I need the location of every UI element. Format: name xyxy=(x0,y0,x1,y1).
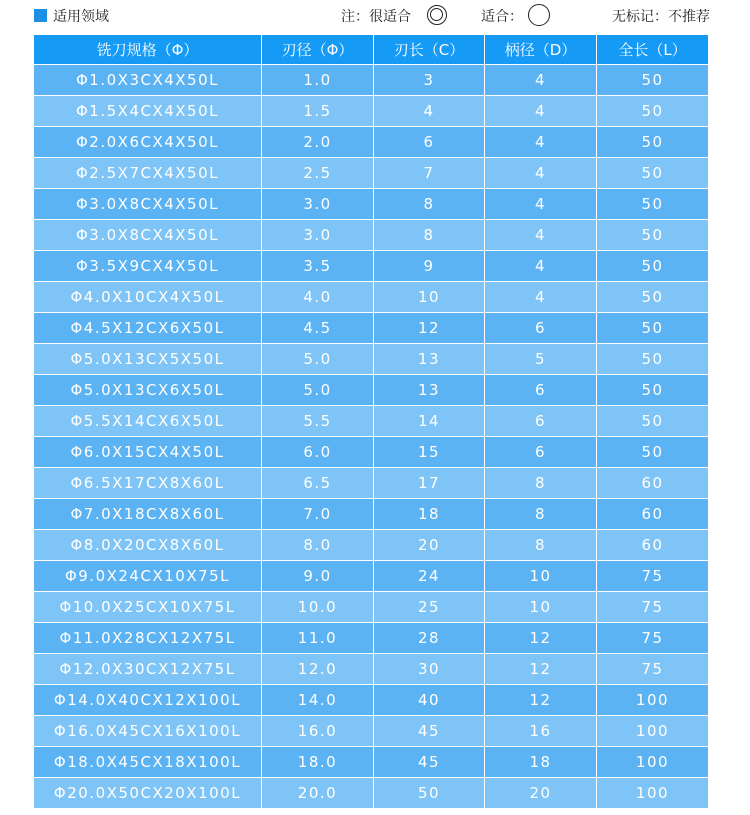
table-row xyxy=(34,778,708,808)
cell-blade-diameter: 16.0 xyxy=(262,716,373,746)
cell-blade-diameter: 7.0 xyxy=(262,499,373,529)
table-row xyxy=(34,344,708,374)
cell-spec: Φ6.0X15CX4X50L xyxy=(34,437,261,467)
cell-total-length: 50 xyxy=(597,375,708,405)
cell-shank-diameter: 8 xyxy=(485,530,596,560)
cell-spec: Φ12.0X30CX12X75L xyxy=(34,654,261,684)
cell-blade-diameter: 4.0 xyxy=(262,282,373,312)
cell-blade-length: 12 xyxy=(374,313,484,343)
cell-blade-length: 50 xyxy=(374,778,484,808)
cell-shank-diameter: 4 xyxy=(485,251,596,281)
table-row xyxy=(34,685,708,715)
cell-spec: Φ10.0X25CX10X75L xyxy=(34,592,261,622)
cell-blade-length: 15 xyxy=(374,437,484,467)
cell-shank-diameter: 5 xyxy=(485,344,596,374)
table-row xyxy=(34,437,708,467)
cell-blade-length: 30 xyxy=(374,654,484,684)
cell-blade-length: 9 xyxy=(374,251,484,281)
cell-blade-diameter: 5.0 xyxy=(262,375,373,405)
header-bar xyxy=(0,0,750,34)
cell-blade-diameter: 5.5 xyxy=(262,406,373,436)
cell-blade-length: 4 xyxy=(374,96,484,126)
cell-shank-diameter: 6 xyxy=(485,313,596,343)
column-header-blade-length: 刃长（C） xyxy=(374,35,484,64)
cell-shank-diameter: 4 xyxy=(485,189,596,219)
cell-total-length: 50 xyxy=(597,220,708,250)
cell-shank-diameter: 6 xyxy=(485,406,596,436)
cell-blade-length: 14 xyxy=(374,406,484,436)
cell-spec: Φ11.0X28CX12X75L xyxy=(34,623,261,653)
cell-spec: Φ4.0X10CX4X50L xyxy=(34,282,261,312)
cell-spec: Φ4.5X12CX6X50L xyxy=(34,313,261,343)
cell-spec: Φ20.0X50CX20X100L xyxy=(34,778,261,808)
cell-spec: Φ18.0X45CX18X100L xyxy=(34,747,261,777)
cell-total-length: 50 xyxy=(597,65,708,95)
cell-total-length: 50 xyxy=(597,406,708,436)
double-circle-icon xyxy=(427,5,447,25)
single-circle-icon xyxy=(528,4,550,26)
cell-blade-diameter: 18.0 xyxy=(262,747,373,777)
cell-shank-diameter: 12 xyxy=(485,623,596,653)
cell-spec: Φ5.0X13CX5X50L xyxy=(34,344,261,374)
table-body xyxy=(34,65,708,808)
column-header-total-length: 全长（L） xyxy=(597,35,708,64)
cell-blade-length: 7 xyxy=(374,158,484,188)
table-row xyxy=(34,530,708,560)
cell-total-length: 75 xyxy=(597,561,708,591)
cell-blade-diameter: 3.5 xyxy=(262,251,373,281)
cell-blade-diameter: 1.5 xyxy=(262,96,373,126)
column-header-spec: 铣刀规格（Φ） xyxy=(34,35,261,64)
cell-total-length: 50 xyxy=(597,96,708,126)
cell-total-length: 100 xyxy=(597,685,708,715)
cell-blade-diameter: 20.0 xyxy=(262,778,373,808)
cell-spec: Φ3.0X8CX4X50L xyxy=(34,189,261,219)
cell-blade-length: 17 xyxy=(374,468,484,498)
table-row xyxy=(34,158,708,188)
cell-spec: Φ16.0X45CX16X100L xyxy=(34,716,261,746)
cell-total-length: 100 xyxy=(597,778,708,808)
cell-total-length: 50 xyxy=(597,158,708,188)
table-row xyxy=(34,561,708,591)
cell-blade-length: 45 xyxy=(374,747,484,777)
spec-table xyxy=(33,34,709,809)
cell-blade-length: 24 xyxy=(374,561,484,591)
cell-blade-length: 18 xyxy=(374,499,484,529)
cell-spec: Φ3.0X8CX4X50L xyxy=(34,220,261,250)
cell-spec: Φ7.0X18CX8X60L xyxy=(34,499,261,529)
table-header-row xyxy=(34,35,708,64)
table-row xyxy=(34,716,708,746)
cell-shank-diameter: 4 xyxy=(485,96,596,126)
cell-shank-diameter: 4 xyxy=(485,220,596,250)
table-row xyxy=(34,406,708,436)
cell-blade-diameter: 4.5 xyxy=(262,313,373,343)
cell-blade-diameter: 8.0 xyxy=(262,530,373,560)
table-row xyxy=(34,499,708,529)
cell-blade-diameter: 11.0 xyxy=(262,623,373,653)
column-header-shank-diameter: 柄径（D） xyxy=(485,35,596,64)
cell-blade-length: 25 xyxy=(374,592,484,622)
legend-very-suitable-label: 注：很适合 xyxy=(341,9,411,25)
cell-total-length: 60 xyxy=(597,499,708,529)
cell-blade-length: 13 xyxy=(374,375,484,405)
cell-blade-diameter: 2.5 xyxy=(262,158,373,188)
cell-blade-length: 8 xyxy=(374,189,484,219)
cell-shank-diameter: 18 xyxy=(485,747,596,777)
cell-spec: Φ2.0X6CX4X50L xyxy=(34,127,261,157)
cell-blade-length: 10 xyxy=(374,282,484,312)
cell-shank-diameter: 20 xyxy=(485,778,596,808)
cell-total-length: 50 xyxy=(597,189,708,219)
cell-shank-diameter: 10 xyxy=(485,561,596,591)
cell-blade-diameter: 10.0 xyxy=(262,592,373,622)
cell-blade-length: 45 xyxy=(374,716,484,746)
cell-blade-diameter: 3.0 xyxy=(262,189,373,219)
cell-total-length: 50 xyxy=(597,251,708,281)
cell-blade-diameter: 12.0 xyxy=(262,654,373,684)
cell-total-length: 75 xyxy=(597,623,708,653)
cell-blade-length: 20 xyxy=(374,530,484,560)
cell-total-length: 50 xyxy=(597,437,708,467)
cell-spec: Φ6.5X17CX8X60L xyxy=(34,468,261,498)
legend-not-recommended-label: 无标记：不推荐 xyxy=(612,9,710,25)
cell-shank-diameter: 8 xyxy=(485,468,596,498)
cell-total-length: 75 xyxy=(597,654,708,684)
table-row xyxy=(34,282,708,312)
cell-shank-diameter: 12 xyxy=(485,654,596,684)
cell-shank-diameter: 4 xyxy=(485,158,596,188)
cell-blade-diameter: 3.0 xyxy=(262,220,373,250)
cell-total-length: 60 xyxy=(597,530,708,560)
cell-spec: Φ5.0X13CX6X50L xyxy=(34,375,261,405)
cell-spec: Φ1.0X3CX4X50L xyxy=(34,65,261,95)
cell-shank-diameter: 6 xyxy=(485,375,596,405)
column-header-blade-diameter: 刃径（Φ） xyxy=(262,35,373,64)
table-row xyxy=(34,127,708,157)
cell-total-length: 50 xyxy=(597,313,708,343)
cell-total-length: 100 xyxy=(597,716,708,746)
cell-shank-diameter: 16 xyxy=(485,716,596,746)
cell-spec: Φ5.5X14CX6X50L xyxy=(34,406,261,436)
table-row xyxy=(34,747,708,777)
cell-blade-diameter: 6.5 xyxy=(262,468,373,498)
cell-blade-length: 13 xyxy=(374,344,484,374)
legend-suitable-label: 适合： xyxy=(481,9,523,25)
cell-blade-length: 8 xyxy=(374,220,484,250)
table-row xyxy=(34,251,708,281)
cell-shank-diameter: 4 xyxy=(485,282,596,312)
table-row xyxy=(34,65,708,95)
table-row xyxy=(34,654,708,684)
cell-total-length: 50 xyxy=(597,127,708,157)
table-row xyxy=(34,220,708,250)
cell-blade-diameter: 14.0 xyxy=(262,685,373,715)
section-title: 适用领域 xyxy=(53,9,109,25)
table-row xyxy=(34,96,708,126)
cell-blade-diameter: 6.0 xyxy=(262,437,373,467)
cell-blade-length: 6 xyxy=(374,127,484,157)
cell-spec: Φ1.5X4CX4X50L xyxy=(34,96,261,126)
cell-total-length: 50 xyxy=(597,344,708,374)
table-row xyxy=(34,623,708,653)
cell-spec: Φ2.5X7CX4X50L xyxy=(34,158,261,188)
cell-total-length: 60 xyxy=(597,468,708,498)
cell-blade-diameter: 1.0 xyxy=(262,65,373,95)
cell-shank-diameter: 8 xyxy=(485,499,596,529)
cell-shank-diameter: 10 xyxy=(485,592,596,622)
cell-blade-diameter: 5.0 xyxy=(262,344,373,374)
cell-spec: Φ3.5X9CX4X50L xyxy=(34,251,261,281)
table-row xyxy=(34,468,708,498)
cell-total-length: 100 xyxy=(597,747,708,777)
cell-blade-length: 28 xyxy=(374,623,484,653)
cell-spec: Φ9.0X24CX10X75L xyxy=(34,561,261,591)
cell-total-length: 50 xyxy=(597,282,708,312)
cell-shank-diameter: 4 xyxy=(485,127,596,157)
cell-shank-diameter: 4 xyxy=(485,65,596,95)
cell-blade-diameter: 2.0 xyxy=(262,127,373,157)
cell-shank-diameter: 6 xyxy=(485,437,596,467)
table-row xyxy=(34,313,708,343)
table-row xyxy=(34,592,708,622)
cell-shank-diameter: 12 xyxy=(485,685,596,715)
table-row xyxy=(34,375,708,405)
cell-blade-length: 40 xyxy=(374,685,484,715)
cell-total-length: 75 xyxy=(597,592,708,622)
section-marker-square xyxy=(34,9,47,22)
cell-spec: Φ8.0X20CX8X60L xyxy=(34,530,261,560)
cell-blade-diameter: 9.0 xyxy=(262,561,373,591)
table-row xyxy=(34,189,708,219)
cell-blade-length: 3 xyxy=(374,65,484,95)
cell-spec: Φ14.0X40CX12X100L xyxy=(34,685,261,715)
